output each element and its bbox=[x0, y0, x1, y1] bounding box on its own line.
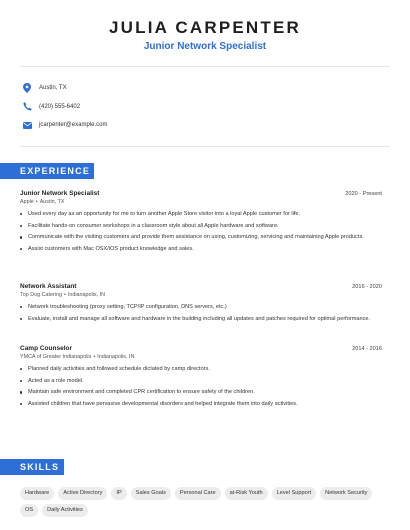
bullet-item: Facilitate hands-on consumer workshops in a classroom style about all Apple hardware and software. bbox=[20, 222, 382, 231]
job-entry bbox=[20, 283, 382, 326]
bullet-item: Communicate with the visiting customers and provide them assistance on using, customizing, servicing and maintaining Apple products. bbox=[20, 233, 382, 242]
bullet-item: Evaluate, install and manage all software and hardware in the building including all updates and patches required for optimal performance. bbox=[20, 315, 382, 324]
bullet-item: Acted as a role model. bbox=[20, 377, 382, 386]
phone-icon bbox=[22, 102, 32, 112]
job-location: Austin, TX bbox=[39, 199, 65, 205]
skill-chip: Personal Care bbox=[175, 487, 221, 500]
job-title: Junior Network Specialist bbox=[20, 190, 100, 197]
skill-chip: Hardware bbox=[20, 487, 54, 500]
job-company-line: Top Dog Catering • Indianapolis, IN bbox=[20, 292, 106, 298]
skill-chip: Network Security bbox=[320, 487, 372, 500]
job-title-headline: Junior Network Specialist bbox=[143, 41, 267, 52]
contact-block bbox=[22, 79, 322, 135]
skill-chip: at-Risk Youth bbox=[225, 487, 268, 500]
email-text: jcarpenter@example.com bbox=[39, 122, 108, 129]
job-entry bbox=[20, 190, 382, 256]
skill-chip: Active Directory bbox=[58, 487, 107, 500]
skill-chip: Sales Goals bbox=[131, 487, 171, 500]
skills-heading: SKILLS bbox=[0, 459, 64, 475]
location-text: Austin, TX bbox=[39, 85, 67, 92]
bullet-item: Maintain safe environment and completed CPR certification to ensure safety of the children. bbox=[20, 388, 382, 397]
job-company: YMCA of Greater Indianapolis bbox=[20, 354, 92, 360]
job-dates: 2016 - 2020 bbox=[352, 284, 382, 290]
job-title: Camp Counselor bbox=[20, 345, 73, 352]
job-bullets bbox=[20, 210, 382, 253]
job-company: Apple bbox=[20, 199, 34, 205]
job-company: Top Dog Catering bbox=[20, 292, 62, 298]
job-location: Indianapolis, IN bbox=[67, 292, 106, 298]
job-entry bbox=[20, 345, 382, 411]
skill-chip: Daily Activities bbox=[42, 504, 88, 517]
bullet-item: Network troubleshooting (proxy setting, TCP/IP configuration, DNS servers, etc.) bbox=[20, 303, 382, 312]
job-dates: 2014 - 2016 bbox=[352, 346, 382, 352]
phone-text: (420) 555-6402 bbox=[39, 103, 81, 110]
bullet-item: Assist customers with Mac OSX/iOS product knowledge and sales. bbox=[20, 245, 382, 254]
candidate-name: JULIA CARPENTER bbox=[109, 18, 301, 37]
job-bullets bbox=[20, 303, 382, 323]
skill-chip: OS bbox=[20, 504, 38, 517]
job-location: Indianapolis, IN bbox=[97, 354, 135, 360]
contact-email bbox=[22, 116, 322, 135]
experience-heading: EXPERIENCE bbox=[0, 163, 94, 179]
email-icon bbox=[22, 120, 32, 130]
bullet-item: Assisted children that have pervasive developmental disorders and helped integrate them into daily activities. bbox=[20, 400, 382, 409]
skills-list bbox=[20, 487, 390, 517]
header-divider bbox=[20, 66, 390, 67]
bullet-item: Used every day as an opportunity for me to turn another Apple Store visitor into a loyal Apple customer for life. bbox=[20, 210, 382, 219]
job-bullets bbox=[20, 365, 382, 408]
job-dates: 2020 - Present bbox=[345, 191, 382, 197]
skill-chip: Level Support bbox=[272, 487, 317, 500]
job-company-line: Apple • Austin, TX bbox=[20, 199, 65, 205]
contact-divider bbox=[20, 146, 390, 147]
job-title: Network Assistant bbox=[20, 283, 77, 290]
contact-phone bbox=[22, 98, 322, 117]
skill-chip: IP bbox=[111, 487, 126, 500]
contact-location bbox=[22, 79, 322, 98]
job-company-line: YMCA of Greater Indianapolis • Indianapolis, IN bbox=[20, 354, 135, 360]
location-pin-icon bbox=[22, 83, 32, 93]
bullet-item: Planned daily activities and followed schedule dictated by camp directors. bbox=[20, 365, 382, 374]
